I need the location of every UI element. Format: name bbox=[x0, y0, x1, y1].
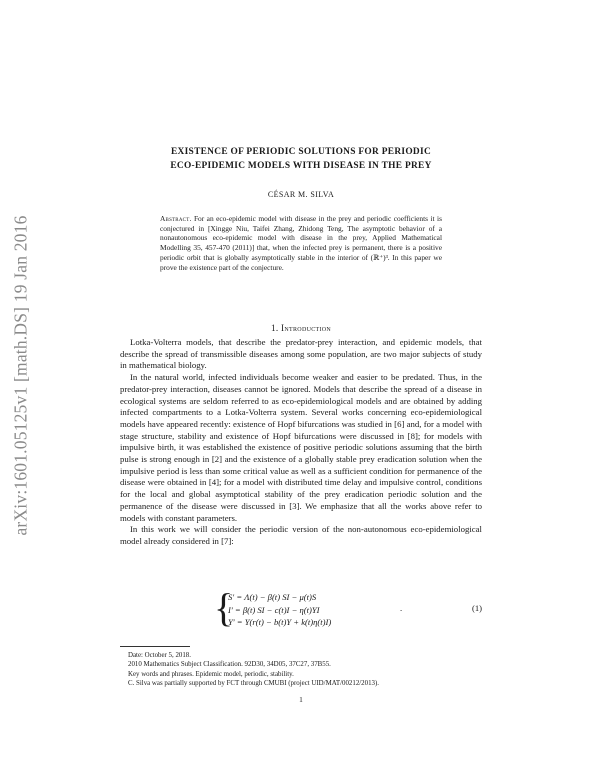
equation-system bbox=[120, 585, 482, 633]
page-number: 1 bbox=[299, 695, 303, 704]
equation-line: Y′ = Y(r(t) − b(t)Y + k(t)η(t)I) bbox=[228, 617, 332, 627]
equation-punctuation: . bbox=[400, 603, 403, 613]
paragraph: Lotka-Volterra models, that describe the predator-prey interaction, and epidemic models, that describe the spread of transmissible diseases among some population, are two major subjects of study in mathematical biology. bbox=[120, 337, 482, 371]
footnote-funding: C. Silva was partially supported by FCT through CMUBI (project UID/MAT/00212/2013). bbox=[128, 680, 379, 688]
body-text bbox=[120, 337, 482, 548]
footnote-date: Date: October 5, 2018. bbox=[128, 652, 191, 659]
equation-line: S′ = Λ(t) − β(t) SI − μ(t)S bbox=[228, 592, 317, 602]
section-title-text: Introduction bbox=[281, 323, 332, 333]
abstract bbox=[160, 214, 442, 272]
title-line-2: ECO-EPIDEMIC MODELS WITH DISEASE IN THE PREY bbox=[170, 161, 432, 171]
title-line-1: EXISTENCE OF PERIODIC SOLUTIONS FOR PERIODIC bbox=[170, 147, 432, 157]
equation-lines bbox=[228, 591, 331, 629]
footnote-msc: 2010 Mathematics Subject Classification. 92D30, 34D05, 37C27, 37B55. bbox=[128, 661, 331, 669]
paragraph: In the natural world, infected individuals become weaker and easier to be predated. Thus, in the predator-prey interaction, diseases cannot be ignored. Models that describe the spread of a disease in ecological systems are seldom referred to as eco-epidemiological models and are obtained by adding infected compartments to a Lotka-Volterra system. Several works concerning eco-epidemiological models have appeared recently: existence of Hopf bifurcations was studied in [6] and, for a model with stage structure, stability and existence of Hopf bifurcations were discussed in [8]; for models with impulsive birth, it was established the existence of positive periodic solutions assuming that the birth pulse is strong enough in [2] and the existence of a globally stable prey eradication solution when the impulsive period is less than some critical value as well as a sufficient condition for permanence of the disease were obtained in [4]; for a model with distributed time delay and impulsive control, conditions for the local and global asymptotical stability of the prey eradication periodic solution and the permanence of the disease were discussed in [3]. We emphasize that all the works above refer to models with constant parameters. bbox=[120, 372, 482, 523]
section-number: 1. bbox=[270, 323, 282, 333]
abstract-label: Abstract. bbox=[160, 214, 192, 223]
section-heading bbox=[120, 323, 482, 333]
footnotes bbox=[120, 651, 482, 689]
equation-brace: { bbox=[214, 585, 234, 630]
paper-title bbox=[120, 145, 482, 173]
footnote-keywords: Key words and phrases. Epidemic model, periodic, stability. bbox=[128, 670, 294, 678]
equation-number: (1) bbox=[471, 603, 482, 613]
arxiv-identifier-stamp bbox=[8, 175, 34, 575]
arxiv-identifier-text: arXiv:1601.05125v1 [math.DS] 19 Jan 2016 bbox=[10, 214, 31, 536]
paragraph: In this work we will consider the periodic version of the non-autonomous eco-epidemiological model already considered in [7]: bbox=[120, 524, 482, 546]
equation-line: I′ = β(t) SI − c(t)I − η(t)YI bbox=[228, 604, 320, 615]
footnote-divider bbox=[120, 646, 190, 647]
abstract-text: For an eco-epidemic model with disease in the prey and periodic coefficients it is conjectured in [Xinggе Niu, Taifei Zhang, Zhidong Teng, The asymptotic behavior of a nonautonomous eco-epidemic model with disease in the prey, Applied Mathematical Modelling 35, 457-470 (2011)] that, when the infected prey is permanent, there is a positive periodic orbit that is globally asymptotically stable in the interior of (ℝ⁺)³. In this paper we prove the existence part of the conjecture. bbox=[160, 214, 442, 272]
author-name: CÉSAR M. SILVA bbox=[267, 190, 335, 199]
